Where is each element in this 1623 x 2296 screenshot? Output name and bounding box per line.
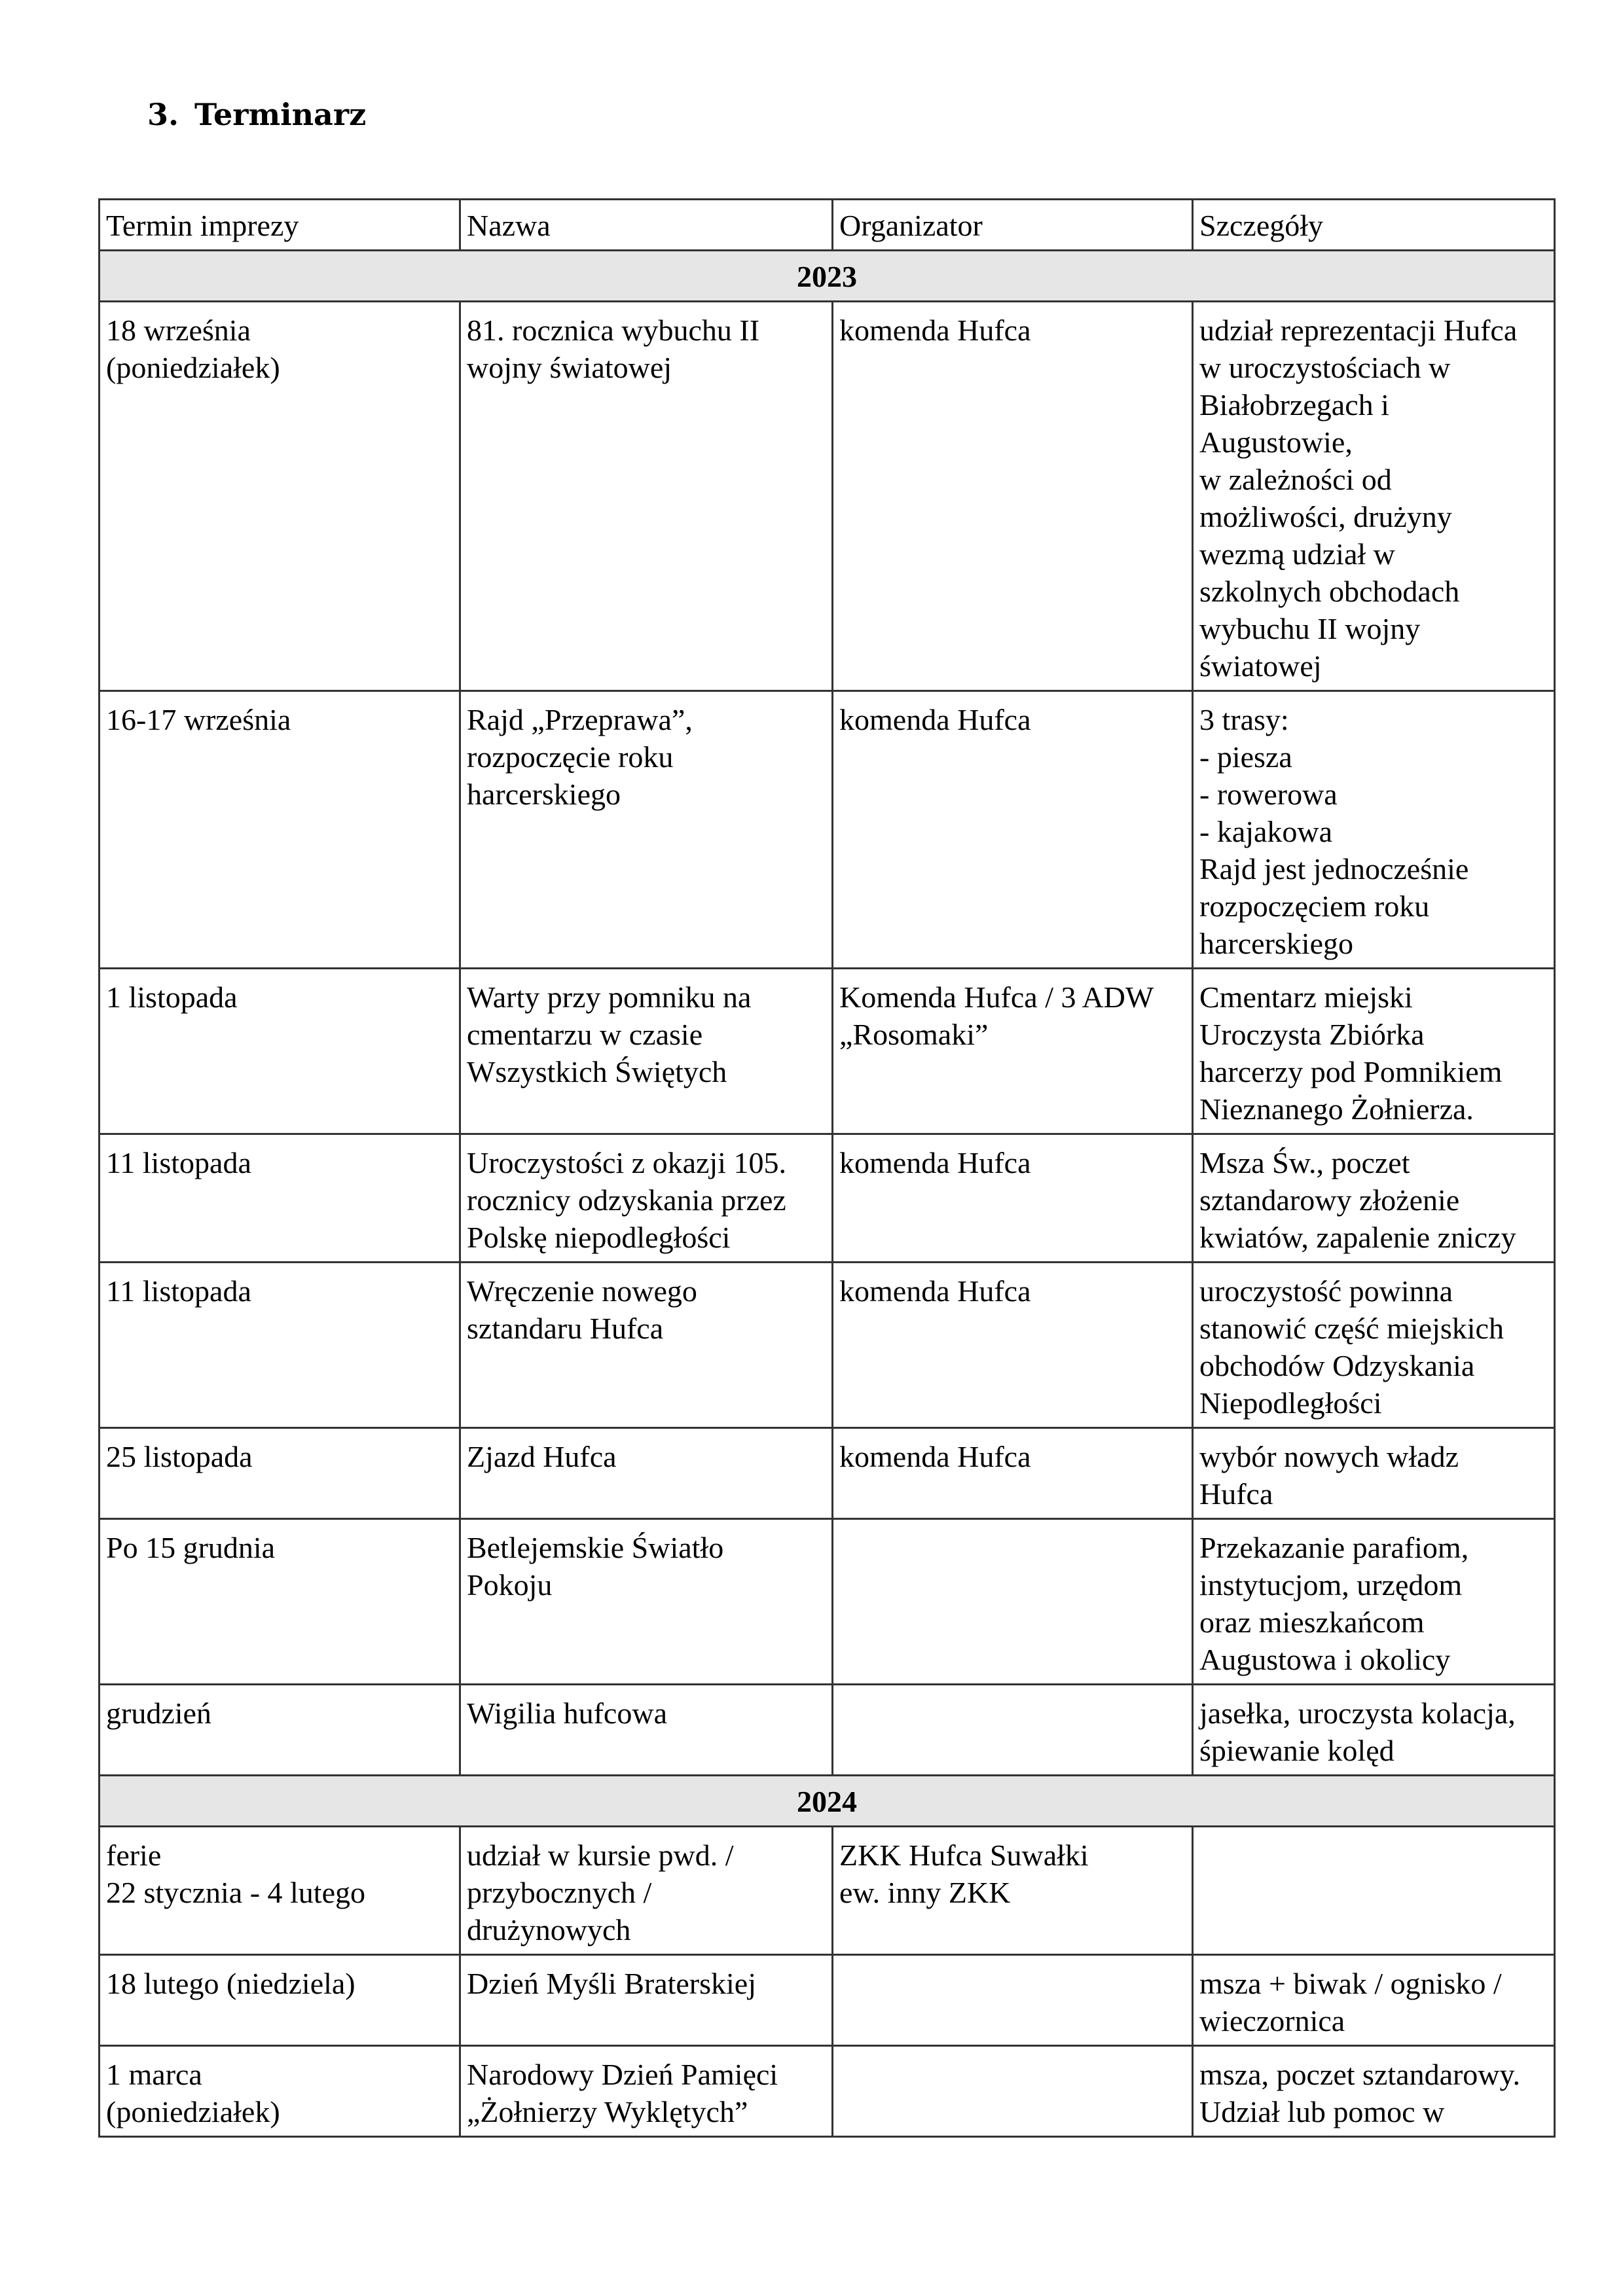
cell-name: udział w kursie pwd. / przybocznych / drużynowych bbox=[460, 1827, 833, 1955]
section-number: 3. bbox=[147, 97, 179, 132]
cell-date: 1 marca (poniedziałek) bbox=[100, 2046, 460, 2137]
cell-organizer bbox=[833, 1685, 1193, 1776]
cell-organizer: Komenda Hufca / 3 ADW „Rosomaki” bbox=[833, 969, 1193, 1134]
table-row bbox=[100, 1428, 1555, 1519]
table-row bbox=[100, 1134, 1555, 1263]
cell-organizer: komenda Hufca bbox=[833, 302, 1193, 691]
year-label: 2024 bbox=[100, 1776, 1555, 1827]
cell-details: udział reprezentacji Hufca w uroczystościach w Białobrzegach i Augustowie, w zależności od możliwości, drużyny wezmą udział w szkolnych obchodach wybuchu II wojny światowej bbox=[1193, 302, 1555, 691]
cell-date: Po 15 grudnia bbox=[100, 1519, 460, 1685]
cell-organizer bbox=[833, 1519, 1193, 1685]
cell-name: Narodowy Dzień Pamięci „Żołnierzy Wyklętych” bbox=[460, 2046, 833, 2137]
cell-details: wybór nowych władz Hufca bbox=[1193, 1428, 1555, 1519]
cell-details: uroczystość powinna stanowić część miejskich obchodów Odzyskania Niepodległości bbox=[1193, 1263, 1555, 1428]
cell-details: 3 trasy: - piesza - rowerowa - kajakowa Rajd jest jednocześnie rozpoczęciem roku harcerskiego bbox=[1193, 691, 1555, 969]
cell-organizer: komenda Hufca bbox=[833, 1134, 1193, 1263]
cell-name: Rajd „Przeprawa”, rozpoczęcie roku harcerskiego bbox=[460, 691, 833, 969]
cell-date: grudzień bbox=[100, 1685, 460, 1776]
cell-details: Msza Św., poczet sztandarowy złożenie kwiatów, zapalenie zniczy bbox=[1193, 1134, 1555, 1263]
table-row bbox=[100, 691, 1555, 969]
cell-name: 81. rocznica wybuchu II wojny światowej bbox=[460, 302, 833, 691]
schedule-table bbox=[98, 198, 1556, 2138]
cell-date: 16-17 września bbox=[100, 691, 460, 969]
table-row bbox=[100, 2046, 1555, 2137]
cell-organizer: komenda Hufca bbox=[833, 691, 1193, 969]
column-header-details: Szczegóły bbox=[1193, 200, 1555, 251]
table-row bbox=[100, 1685, 1555, 1776]
cell-details: msza + biwak / ognisko / wieczornica bbox=[1193, 1955, 1555, 2046]
table-header-row bbox=[100, 200, 1555, 251]
cell-date: 18 lutego (niedziela) bbox=[100, 1955, 460, 2046]
cell-name: Dzień Myśli Braterskiej bbox=[460, 1955, 833, 2046]
year-row bbox=[100, 1776, 1555, 1827]
cell-details: msza, poczet sztandarowy. Udział lub pomoc w bbox=[1193, 2046, 1555, 2137]
cell-organizer bbox=[833, 2046, 1193, 2137]
table-row bbox=[100, 969, 1555, 1134]
year-row bbox=[100, 251, 1555, 302]
cell-details: Przekazanie parafiom, instytucjom, urzędom oraz mieszkańcom Augustowa i okolicy bbox=[1193, 1519, 1555, 1685]
section-heading bbox=[147, 97, 366, 132]
table-row bbox=[100, 1519, 1555, 1685]
cell-organizer: ZKK Hufca Suwałki ew. inny ZKK bbox=[833, 1827, 1193, 1955]
cell-details: jasełka, uroczysta kolacja, śpiewanie kolęd bbox=[1193, 1685, 1555, 1776]
cell-name: Betlejemskie Światło Pokoju bbox=[460, 1519, 833, 1685]
column-header-organizer: Organizator bbox=[833, 200, 1193, 251]
column-header-date: Termin imprezy bbox=[100, 200, 460, 251]
table-row bbox=[100, 1263, 1555, 1428]
column-header-name: Nazwa bbox=[460, 200, 833, 251]
cell-date: 25 listopada bbox=[100, 1428, 460, 1519]
cell-name: Warty przy pomniku na cmentarzu w czasie Wszystkich Świętych bbox=[460, 969, 833, 1134]
section-title: Terminarz bbox=[194, 97, 367, 132]
cell-name: Uroczystości z okazji 105. rocznicy odzyskania przez Polskę niepodległości bbox=[460, 1134, 833, 1263]
cell-details: Cmentarz miejski Uroczysta Zbiórka harcerzy pod Pomnikiem Nieznanego Żołnierza. bbox=[1193, 969, 1555, 1134]
cell-organizer: komenda Hufca bbox=[833, 1428, 1193, 1519]
cell-name: Zjazd Hufca bbox=[460, 1428, 833, 1519]
cell-date: ferie 22 stycznia - 4 lutego bbox=[100, 1827, 460, 1955]
table-row bbox=[100, 1955, 1555, 2046]
cell-organizer: komenda Hufca bbox=[833, 1263, 1193, 1428]
year-label: 2023 bbox=[100, 251, 1555, 302]
table-row bbox=[100, 1827, 1555, 1955]
cell-date: 11 listopada bbox=[100, 1263, 460, 1428]
cell-organizer bbox=[833, 1955, 1193, 2046]
cell-date: 18 września (poniedziałek) bbox=[100, 302, 460, 691]
cell-name: Wręczenie nowego sztandaru Hufca bbox=[460, 1263, 833, 1428]
cell-date: 11 listopada bbox=[100, 1134, 460, 1263]
table-row bbox=[100, 302, 1555, 691]
cell-details bbox=[1193, 1827, 1555, 1955]
cell-name: Wigilia hufcowa bbox=[460, 1685, 833, 1776]
cell-date: 1 listopada bbox=[100, 969, 460, 1134]
